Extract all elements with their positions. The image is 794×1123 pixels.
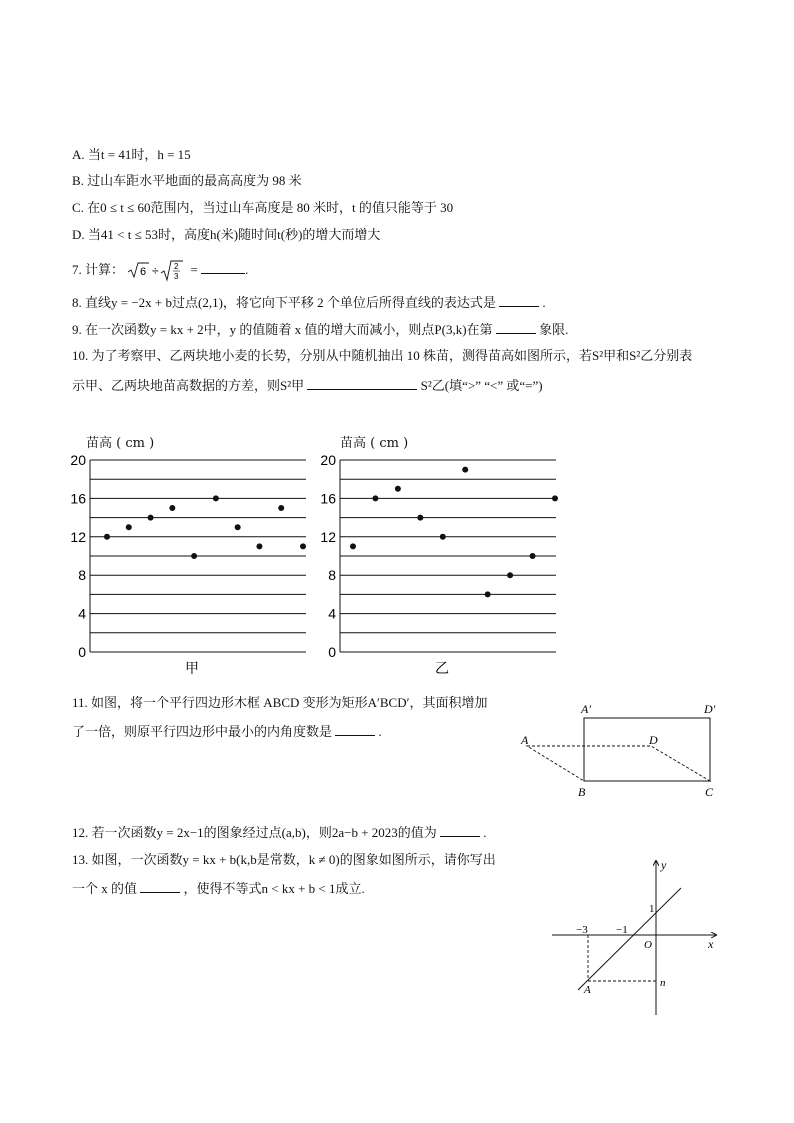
- data-point: [126, 524, 132, 530]
- q10-line2-pre: 示甲、乙两块地苗高数据的方差，则S²甲: [72, 378, 305, 393]
- label-one: 1: [649, 903, 655, 915]
- q9-suffix: 象限.: [539, 322, 569, 337]
- q12-suffix: .: [483, 825, 487, 840]
- data-point: [350, 543, 356, 549]
- data-point: [213, 495, 219, 501]
- question-13-line-2: [72, 879, 365, 898]
- linear-function-graph: [548, 855, 728, 1025]
- q13-line2-post: ，使得不等式n < kx + b < 1成立.: [183, 881, 365, 896]
- data-point: [300, 543, 306, 549]
- question-10-line-1: 10. 为了考察甲、乙两块地小麦的长势，分别从中随机抽出 10 株苗，测得苗高如图所示，若S²甲和S²乙分别表: [72, 348, 693, 363]
- question-11-line-1: 11. 如图，将一个平行四边形木框 ABCD 变形为矩形A′BCD′，其面积增加: [72, 695, 488, 710]
- chart-jia: [70, 448, 310, 683]
- q11-answer-blank[interactable]: [335, 722, 375, 736]
- option-c: C. 在0 ≤ t ≤ 60范围内，当过山车高度是 80 米时，t 的值只能等于 30: [72, 200, 454, 215]
- data-point: [417, 515, 423, 521]
- data-point: [530, 553, 536, 559]
- x-axis-label: 乙: [435, 660, 449, 676]
- option-a: A. 当t = 41时，h = 15: [72, 147, 191, 162]
- data-point: [104, 534, 110, 540]
- q11-line2: 了一倍，则原平行四边形中最小的内角度数是: [72, 724, 333, 739]
- y-tick-label: 8: [78, 567, 86, 584]
- question-9: [72, 320, 568, 339]
- q12-text: 12. 若一次函数y = 2x−1的图象经过点(a,b)，则2a−b + 2023的值为: [72, 825, 437, 840]
- y-tick-label: 16: [70, 490, 86, 507]
- q8-answer-blank[interactable]: [499, 293, 539, 307]
- data-point: [256, 543, 262, 549]
- q9-text: 9. 在一次函数y = kx + 2中，y 的值随着 x 值的增大而减小，则点P(3,k)在第: [72, 322, 493, 337]
- label-b: B: [578, 785, 586, 799]
- q7-prefix: 7. 计算：: [72, 262, 125, 277]
- label-point-a: A: [584, 984, 591, 996]
- question-11-line-2: [72, 722, 382, 741]
- q12-answer-blank[interactable]: [440, 823, 480, 837]
- q7-suffix: .: [245, 262, 249, 277]
- q10-answer-blank[interactable]: [307, 376, 417, 390]
- option-b: B. 过山车距水平地面的最高高度为 98 米: [72, 173, 302, 188]
- label-a-prime: A′: [581, 702, 591, 716]
- question-13-line-1: 13. 如图，一次函数y = kx + b(k,b是常数，k ≠ 0)的图象如图所示，请你写出: [72, 852, 496, 867]
- q8-suffix: .: [542, 295, 546, 310]
- y-tick-label: 4: [78, 605, 86, 622]
- y-tick-label: 8: [328, 567, 336, 584]
- axis-x-label: x: [708, 937, 714, 951]
- y-tick-label: 12: [320, 528, 336, 545]
- question-7: 7. 计算： 6 ÷ 2 3 = .: [72, 262, 249, 282]
- svg-text:3: 3: [174, 272, 179, 282]
- y-tick-label: 16: [320, 490, 336, 507]
- data-point: [372, 495, 378, 501]
- data-point: [552, 495, 558, 501]
- y-tick-label: 0: [328, 644, 336, 660]
- data-point: [395, 486, 401, 492]
- question-10-line-2: [72, 376, 543, 395]
- y-tick-label: 4: [328, 605, 336, 622]
- data-point: [148, 515, 154, 521]
- chart-yi: [312, 448, 562, 683]
- data-point: [485, 591, 491, 597]
- y-tick-label: 12: [70, 528, 86, 545]
- question-12: [72, 823, 487, 842]
- label-a: A: [521, 733, 529, 747]
- label-c: C: [705, 785, 714, 799]
- svg-text:6: 6: [140, 266, 147, 279]
- data-point: [462, 467, 468, 473]
- parallelogram-figure: [515, 698, 745, 803]
- option-d: D. 当41 < t ≤ 53时，高度h(米)随时间t(秒)的增大而增大: [72, 227, 381, 242]
- chart-yi-title: 苗高 ( cm ): [340, 436, 409, 451]
- label-neg3: −3: [576, 924, 588, 936]
- q7-expression: [127, 260, 187, 282]
- chart-jia-title: 苗高 ( cm ): [86, 436, 155, 451]
- data-point: [169, 505, 175, 511]
- label-neg1: −1: [616, 924, 628, 936]
- x-axis-label: 甲: [185, 660, 199, 676]
- axis-y-label: y: [661, 858, 667, 872]
- y-tick-label: 20: [320, 452, 336, 468]
- data-point: [235, 524, 241, 530]
- label-origin: O: [644, 939, 652, 951]
- q11-suffix: .: [378, 724, 382, 739]
- data-point: [440, 534, 446, 540]
- svg-text:÷: ÷: [152, 264, 159, 279]
- data-point: [278, 505, 284, 511]
- label-n: n: [660, 977, 666, 989]
- q7-answer-blank[interactable]: [201, 260, 245, 274]
- q9-answer-blank[interactable]: [496, 320, 536, 334]
- y-tick-label: 0: [78, 644, 86, 660]
- q13-line2-pre: 一个 x 的值: [72, 881, 138, 896]
- question-8: [72, 293, 546, 312]
- q8-text: 8. 直线y = −2x + b过点(2,1)，将它向下平移 2 个单位后所得直线的表达式是: [72, 295, 496, 310]
- data-point: [507, 572, 513, 578]
- data-point: [191, 553, 197, 559]
- y-tick-label: 20: [70, 452, 86, 468]
- svg-text:2: 2: [174, 262, 179, 272]
- q10-line2-post: S²乙(填“>” “<” 或“=”): [420, 378, 543, 393]
- q13-answer-blank[interactable]: [140, 879, 180, 893]
- label-d: D: [649, 733, 658, 747]
- label-d-prime: D′: [704, 702, 716, 716]
